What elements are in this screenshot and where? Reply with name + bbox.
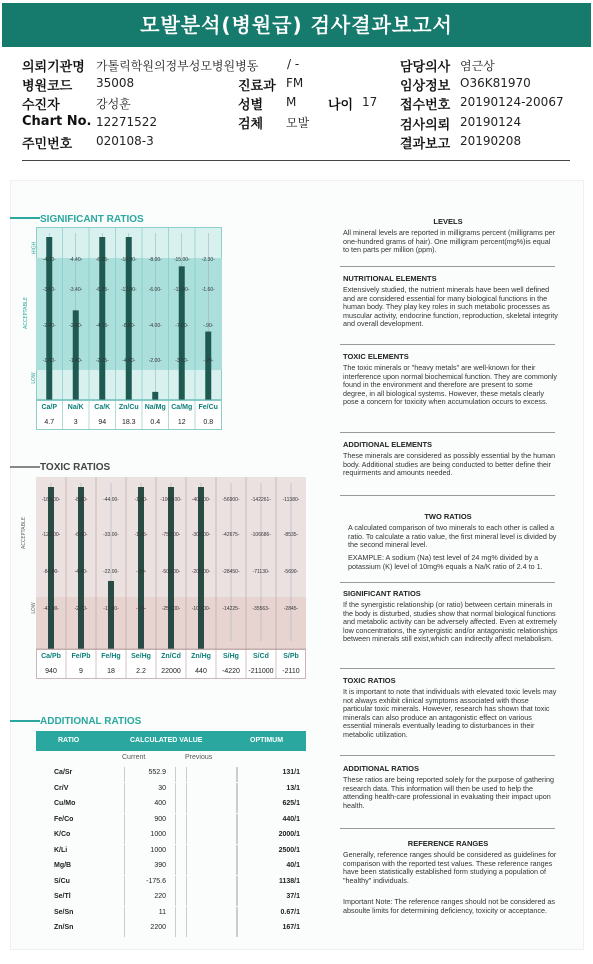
tox-bar — [108, 581, 114, 649]
tox-value-label: -211000 — [248, 668, 274, 675]
tox-bar — [48, 487, 54, 649]
tox-tick-label: -44.00- — [103, 497, 119, 503]
tox-column-label: S/Cd — [253, 653, 269, 660]
sig-bar — [152, 392, 158, 400]
toxr-text: It is important to note that individuals with elevated toxic levels may not always exhibit clinical symptoms associated with those particular toxic minerals. However, research has shown that toxic minerals can also produce an antagonistic effect on various essential minerals eventually leading to disturbances in their metabolic utilization. — [343, 687, 557, 739]
toxr-heading: TOXIC RATIOS — [343, 676, 396, 685]
sig-bar — [205, 332, 211, 400]
levels-heading: LEVELS — [433, 217, 463, 226]
tox-bar — [138, 487, 144, 649]
doctor-value: 염근상 — [460, 59, 495, 73]
two-example: EXAMPLE: A sodium (Na) test level of 24 mg% divided by a potassium (K) level of 10mg% equals a Na/K ratio of 2.4 to 1. — [348, 553, 543, 571]
ratio-current-cell — [124, 845, 176, 860]
tox-value-label: 2.2 — [136, 668, 146, 675]
ratio-optimum-cell — [236, 767, 306, 782]
table-row — [36, 814, 306, 829]
table-row — [36, 783, 306, 798]
tox-tick-label: -400.00- — [191, 497, 211, 503]
table-row — [36, 767, 306, 782]
tox-column-label: Zn/Cd — [161, 653, 181, 660]
tox-value-label: 22000 — [161, 668, 181, 675]
ratio-name: Zn/Sn — [54, 924, 74, 931]
sig-value-label: 4.7 — [44, 419, 55, 426]
tox-value-label: -2110 — [282, 668, 300, 675]
tox-tick-label: -33.00- — [103, 532, 119, 538]
tox-bar — [198, 487, 204, 649]
table-row — [36, 860, 306, 875]
sig-tick-label: -1.00- — [42, 358, 56, 364]
tox-tick-label: -6.60- — [74, 532, 88, 538]
tox-tick-label: -500.00- — [161, 569, 181, 575]
sig-tick-label: -3.00- — [175, 358, 189, 364]
ratio-optimum-cell — [236, 798, 306, 813]
ratio-name: S/Cu — [54, 877, 70, 885]
ratio-current-cell — [124, 767, 176, 782]
divider-7 — [340, 755, 555, 756]
tox-tick-label: -1.35- — [134, 532, 148, 538]
tox-column-label: Ca/Pb — [41, 653, 61, 660]
sig-tick-label: -2.00- — [42, 323, 56, 329]
result-date-value: 20190208 — [460, 134, 522, 148]
sig-tick-label: -8.00- — [122, 323, 136, 329]
ratio-current-cell — [124, 922, 176, 937]
sig-tick-label: -15.00- — [173, 257, 190, 263]
tox-tick-label: -100.00- — [191, 606, 211, 612]
levels-text: All mineral levels are reported in milligrams percent (milligrams per one-hundred grams of hair). One milligram percent(mg%)is equal to ten parts per million (ppm). — [343, 228, 556, 255]
id-value: 020108-3 — [96, 134, 154, 148]
ratio-current-cell — [124, 829, 176, 844]
ref-note: Important Note: The reference ranges should not be considered as absoulte limits for determining deficiency, toxicity or acceptance. — [343, 897, 556, 915]
ratio-name: Se/Sn — [54, 908, 74, 916]
receipt-label: 접수번호 — [400, 98, 451, 113]
ratio-previous-cell — [186, 922, 238, 937]
divider-5 — [340, 582, 555, 583]
table-row — [36, 829, 306, 844]
tox-tick-label: -1000.00- — [160, 497, 182, 503]
tox-side-acceptable: ACCEPTABLE — [20, 517, 27, 549]
ratio-optimum: 625/1 — [282, 800, 300, 807]
add-title: ADDITIONAL RATIOS — [40, 716, 142, 727]
specimen-label: 검체 — [238, 117, 264, 132]
ratio-current-cell — [124, 798, 176, 813]
ratio-optimum: 440/1 — [282, 815, 300, 823]
tox-tick-label: -28450- — [222, 569, 240, 575]
ratio-current: 220 — [154, 893, 166, 900]
sig-tick-label: -3.00- — [42, 287, 56, 293]
tox-tick-label: -750.00- — [161, 532, 181, 538]
ref-text: Generally, reference ranges should be considered as guidelines for comparison with the reported test values. These reference ranges have been statistically established form studying a population of "healthy" individuals. — [343, 850, 557, 885]
add-col-ratio: RATIO — [58, 737, 80, 744]
ratio-current-cell — [124, 907, 176, 922]
sig-tick-label: -2.25- — [95, 358, 109, 364]
tox-column-label: Fe/Pb — [71, 653, 91, 660]
tox-tick-label: -11380- — [282, 497, 300, 503]
ratio-name: Cr/V — [54, 784, 69, 792]
tox-tick-label: -5690- — [283, 569, 299, 575]
tox-tick-label: -22.00- — [103, 569, 119, 575]
addel-text: These minerals are considered as possibly essential by the human body. Additional studies are being conducted to better define their requirments and amounts needed. — [343, 451, 556, 478]
tox-ratio-chart — [36, 477, 306, 679]
sig-column-label: Zn/Cu — [118, 404, 139, 411]
tox-tick-label: -8535- — [283, 532, 299, 538]
table-row — [36, 922, 306, 937]
ratio-previous-cell — [186, 814, 238, 829]
sig-side-acceptable: ACCEPTABLE — [22, 297, 29, 329]
tox-tick-label: -84.00- — [43, 569, 59, 575]
table-row — [36, 845, 306, 860]
tox-tick-label: -71130- — [252, 569, 270, 575]
tox-bar — [168, 487, 174, 649]
receipt-value: 20190124-20067 — [460, 95, 564, 109]
dept-value: FM — [286, 76, 304, 90]
divider-3 — [340, 432, 555, 433]
tox-value-label: 440 — [195, 668, 207, 675]
add-col-opt: OPTIMUM — [250, 737, 284, 744]
tox-column-label: S/Pb — [283, 653, 299, 660]
ratio-previous-cell — [186, 891, 238, 906]
tox-value-label: -4220 — [222, 668, 240, 675]
sig-heading: SIGNIFICANT RATIOS — [343, 589, 421, 598]
ratio-optimum: 2000/1 — [278, 831, 300, 838]
tox-tick-label: -126.00- — [41, 532, 61, 538]
ratio-optimum: 37/1 — [286, 893, 300, 900]
sig-tick-label: -1.60- — [201, 287, 215, 293]
doctor-label: 담당의사 — [400, 60, 451, 75]
sig-tick-label: -.90- — [203, 323, 214, 329]
ratio-previous-cell — [186, 798, 238, 813]
ward-value: / - — [287, 57, 300, 71]
sig-value-label: 3 — [73, 419, 78, 426]
ratio-current: 390 — [154, 862, 166, 869]
tox-tick-label: -106686- — [250, 532, 272, 538]
ratio-optimum: 167/1 — [282, 924, 300, 931]
specimen-value: 모발 — [286, 116, 310, 130]
ratio-current-cell — [124, 814, 176, 829]
nutri-text: Extensively studied, the nutrient minerals have been well defined and are considered essential for many biological functions in the human body. They play key roles in such metabolic processes as muscular activity, endocrine function, reproduction, skeletal integrity and overall development. — [343, 285, 558, 329]
ratio-current: 2200 — [150, 924, 166, 931]
sig-tick-label: -12.00- — [120, 287, 137, 293]
sex-label: 성별 — [238, 98, 264, 113]
ratio-current: 1000 — [150, 846, 166, 854]
divider-1 — [340, 266, 555, 267]
tox-tick-label: -42675- — [222, 532, 240, 538]
add-title-rule — [10, 720, 40, 722]
tox-title-rule — [10, 466, 40, 468]
sig-value-label: 94 — [98, 419, 107, 426]
ratio-optimum: 0.67/1 — [280, 908, 300, 916]
sig-column-label: Ca/Mg — [171, 404, 193, 411]
ratio-name: K/Li — [54, 846, 68, 854]
institution-label: 의뢰기관명 — [22, 60, 85, 75]
id-label: 주민번호 — [22, 137, 73, 152]
sig-tick-label: -6.25- — [95, 287, 109, 293]
sig-column-label: Fe/Cu — [198, 404, 218, 411]
ratio-optimum-cell — [236, 829, 306, 844]
addr-text: These ratios are being reported solely for the purpose of gathering research data. This information will then be used to help the attending health-care professional in evaluating their impact upon health. — [343, 775, 554, 810]
sig-tick-label: -1.40- — [69, 358, 83, 364]
sig-tick-label: -16.00- — [120, 257, 137, 263]
age-label: 나이 — [328, 98, 354, 113]
ratio-optimum-cell — [236, 814, 306, 829]
toxic-heading: TOXIC ELEMENTS — [343, 352, 409, 361]
tox-column-label: S/Hg — [223, 653, 239, 660]
ratio-current: 1000 — [150, 831, 166, 838]
tox-tick-label: -.90- — [135, 569, 147, 575]
ratio-name: Ca/Sr — [54, 769, 73, 776]
request-date-label: 검사의뢰 — [400, 118, 451, 133]
chart-label: Chart No. — [22, 114, 92, 129]
sig-tick-label: -11.00- — [174, 287, 190, 293]
sig-title: SIGNIFICANT RATIOS — [40, 214, 144, 225]
sig-value-label: 18.3 — [121, 419, 136, 426]
ratio-current-cell — [124, 860, 176, 875]
nutri-heading: NUTRITIONAL ELEMENTS — [343, 274, 437, 283]
sig-tick-label: -4.00- — [148, 323, 162, 329]
clinical-label: 임상정보 — [400, 79, 451, 94]
hospital-code-value: 35008 — [96, 76, 135, 90]
tox-tick-label: -250.00- — [161, 606, 181, 612]
ratio-current-cell — [124, 891, 176, 906]
tox-value-label: 940 — [45, 668, 57, 675]
sig-value-label: 0.4 — [150, 419, 161, 426]
sig-tick-label: -2.00- — [148, 358, 162, 364]
sig-value-label: 12 — [177, 419, 186, 426]
tox-side-low: LOW — [30, 602, 37, 614]
tox-tick-label: -.45- — [135, 606, 147, 612]
ratio-name: Se/Tl — [54, 893, 71, 900]
sig-tick-label: -3.40- — [69, 287, 83, 293]
tox-tick-label: -142261- — [250, 497, 272, 503]
header-divider — [22, 160, 570, 161]
ratio-optimum-cell — [236, 891, 306, 906]
sig-ratio-chart — [36, 227, 222, 430]
ratio-name: K/Co — [54, 831, 71, 838]
dept-label: 진료과 — [238, 79, 276, 94]
two-text: A calculated comparison of two minerals to each other is called a ratio. To calculate a ratio value, the first mineral level is divided by the second mineral level. — [348, 523, 557, 550]
ratio-previous-cell — [186, 860, 238, 875]
report-title: 모발분석(병원급) 검사결과보고서 — [2, 3, 591, 47]
ratio-optimum: 131/1 — [282, 769, 300, 776]
ratio-optimum: 13/1 — [286, 784, 300, 792]
sig-side-high: HIGH — [31, 241, 38, 255]
tox-value-label: 9 — [79, 668, 83, 675]
sig-tick-label: -6.25- — [95, 257, 109, 263]
request-date-value: 20190124 — [460, 115, 522, 129]
sig-column-label: Na/K — [67, 404, 84, 411]
tox-column-label: Zn/Hg — [191, 653, 211, 660]
addr-heading: ADDITIONAL RATIOS — [343, 764, 419, 773]
sex-value: M — [286, 95, 297, 109]
ratio-previous-cell — [186, 876, 238, 891]
sig-tick-label: -2.40- — [69, 323, 83, 329]
add-col-calc: CALCULATED VALUE — [130, 737, 203, 744]
ratio-name: Fe/Co — [54, 815, 74, 823]
ratio-optimum-cell — [236, 845, 306, 860]
hospital-code-label: 병원코드 — [22, 79, 73, 94]
divider-4 — [340, 495, 555, 496]
tox-bar — [78, 487, 84, 649]
add-sub-previous: Previous — [185, 754, 213, 761]
divider-8 — [340, 828, 555, 829]
ratio-optimum: 40/1 — [286, 862, 300, 869]
table-row — [36, 891, 306, 906]
sig-tick-label: -4.40- — [69, 257, 83, 263]
ratio-current: 30 — [158, 784, 166, 792]
ratio-name: Mg/B — [54, 862, 72, 869]
sig-tick-label: -4.00- — [122, 358, 136, 364]
toxic-text: The toxic minerals or "heavy metals" are well-known for their interference upon normal biochemical function. They are commonly found in the environment and therefore are present to some degree, in all biological systems. However, these metals clearly pose a concern for toxicity when accumulation occurs to excess. — [343, 363, 558, 407]
tox-tick-label: -168.00- — [41, 497, 61, 503]
sig-value-label: 0.8 — [203, 419, 214, 426]
sig-text: If the synergistic relationship (or ratio) between certain minerals in the body is disturbed, studies show that normal biological functions and metabolic activity can be adversely affected. Even at extremely low concentrations, the synergistic and/or antagonistic relationships between minerals still exist,which can indirectly affect metabolism. — [343, 600, 558, 644]
chart-value: 12271522 — [96, 115, 158, 129]
table-row — [36, 907, 306, 922]
table-row — [36, 876, 306, 891]
tox-tick-label: -42.00- — [43, 606, 59, 612]
ratio-current-cell — [124, 876, 176, 891]
ratio-name: Cu/Mo — [54, 800, 76, 807]
sig-tick-label: -4.00- — [42, 257, 56, 263]
ratio-previous-cell — [186, 767, 238, 782]
add-sub-current: Current — [122, 754, 146, 761]
addel-heading: ADDITIONAL ELEMENTS — [343, 440, 433, 449]
ratio-current: 552.9 — [148, 769, 166, 776]
tox-tick-label: -300.00- — [191, 532, 211, 538]
tox-tick-label: -4.40- — [74, 569, 88, 575]
sig-tick-label: -2.30- — [201, 257, 215, 263]
sig-side-low: LOW — [30, 372, 37, 384]
sig-column-label: Ca/P — [41, 404, 58, 411]
institution-value: 가톨릭학원의정부성모병원병동 — [96, 59, 259, 73]
ratio-previous-cell — [186, 783, 238, 798]
sig-column-label: Na/Mg — [144, 404, 166, 411]
ratio-optimum-cell — [236, 783, 306, 798]
tox-tick-label: -2845- — [283, 606, 299, 612]
sig-column-label: Ca/K — [94, 404, 111, 411]
tox-tick-label: -8.80- — [74, 497, 88, 503]
divider-6 — [340, 668, 555, 669]
ratio-previous-cell — [186, 845, 238, 860]
ratio-optimum-cell — [236, 876, 306, 891]
ratio-optimum-cell — [236, 907, 306, 922]
result-date-label: 결과보고 — [400, 137, 451, 152]
sig-tick-label: -8.00- — [148, 257, 162, 263]
ratio-optimum: 2500/1 — [278, 846, 300, 854]
patient-label: 수진자 — [22, 98, 60, 113]
tox-title: TOXIC RATIOS — [40, 462, 111, 473]
sig-tick-label: -7.00- — [175, 323, 189, 329]
ratio-optimum-cell — [236, 860, 306, 875]
ref-heading: REFERENCE RANGES — [407, 839, 489, 848]
tox-column-label: Se/Hg — [131, 653, 151, 660]
tox-tick-label: -11.00- — [103, 606, 119, 612]
tox-value-label: 18 — [107, 668, 115, 675]
tox-tick-label: -14225- — [222, 606, 240, 612]
sig-title-rule — [10, 217, 40, 219]
ratio-current: 400 — [154, 800, 166, 807]
tox-tick-label: -35563- — [252, 606, 270, 612]
age-value: 17 — [362, 95, 378, 109]
ratio-current-cell — [124, 783, 176, 798]
clinical-value: O36K81970 — [460, 76, 531, 90]
ratio-optimum-cell — [236, 922, 306, 937]
table-row — [36, 798, 306, 813]
ratio-previous-cell — [186, 829, 238, 844]
tox-tick-label: -1.80- — [134, 497, 148, 503]
sig-tick-label: -6.00- — [148, 287, 162, 293]
sig-tick-label: -4.25- — [95, 323, 109, 329]
tox-tick-label: -56900- — [222, 497, 240, 503]
sig-tick-label: -.20- — [203, 358, 214, 364]
ratio-current: -175.6 — [146, 877, 166, 885]
patient-value: 강성훈 — [96, 97, 131, 111]
tox-tick-label: -2.20- — [74, 606, 88, 612]
tox-tick-label: -200.00- — [191, 569, 211, 575]
ratio-current: 900 — [154, 815, 166, 823]
ratio-previous-cell — [186, 907, 238, 922]
ratio-optimum: 1138/1 — [278, 877, 300, 885]
tox-column-label: Fe/Hg — [101, 653, 121, 660]
two-heading: TWO RATIOS — [424, 512, 472, 521]
divider-2 — [340, 344, 555, 345]
ratio-current: 11 — [158, 908, 166, 916]
